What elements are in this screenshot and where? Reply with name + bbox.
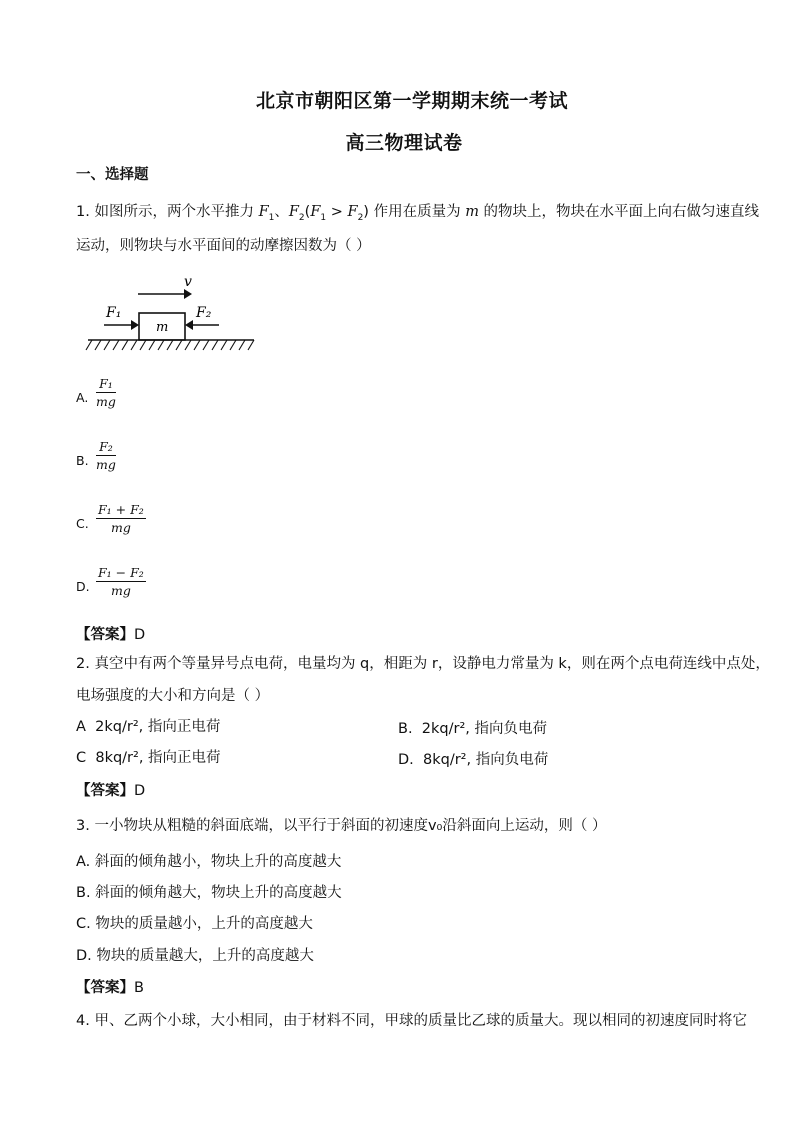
ground-hatching [86,340,254,350]
q1-stem-line2: 运动，则物块与水平面间的动摩擦因数为（ ） [76,238,371,254]
block-label: m [156,320,169,335]
q1-stem-part-a: 1. 如图所示，两个水平推力 [76,204,254,220]
force-right-label: F₂ [196,305,212,321]
q1-option-d-fraction [96,565,146,598]
q4-stem-line1: 4. 甲、乙两个小球，大小相同，由于材料不同，甲球的质量比乙球的质量大。现以相同的初速度同时将它 [76,1013,747,1029]
q1-option-c-fraction [96,502,146,535]
q1-option-c-label: C. [76,516,89,531]
q1-option-b-label: B. [76,453,89,468]
q1-answer [76,623,145,644]
section-heading: 一、选择题 [76,167,149,183]
velocity-label: v [184,274,192,290]
q1-answer-value: D [134,627,146,643]
q2-answer-tag: 【答案】 [76,783,134,799]
q2-option-b [398,717,547,738]
q2-option-c-text: 8kq/r², 指向正电荷 [95,750,221,766]
q1-option-b-fraction [96,439,116,472]
q1-figure [84,270,264,362]
q1-option-c-num: F₁ + F₂ [98,502,144,517]
q3-answer [76,976,144,997]
q2-answer-value: D [134,783,146,799]
q2-option-a-text: 2kq/r², 指向正电荷 [95,719,221,735]
q1-option-d-den: mg [110,583,131,598]
q2-option-b-label: B. [398,721,413,737]
q1-stem-part-b: 作用在质量为 [373,204,461,220]
q1-option-a-num: F₁ [96,376,116,393]
q1-forces-formula: $F_1$、$F_2(F_1 > F_2)$ [258,204,369,223]
q3-stem-line1: 3. 一小物块从粗糙的斜面底端，以平行于斜面的初速度v₀沿斜面向上运动，则（ ） [76,818,607,834]
q1-option-a-label: A. [76,390,89,405]
q3-answer-tag: 【答案】 [76,980,134,996]
q2-option-d [398,748,548,769]
q3-option-c: C. 物块的质量越小，上升的高度越大 [76,916,313,932]
q1-option-a-fraction [96,376,116,409]
q2-answer [76,779,145,800]
q1-answer-tag: 【答案】 [76,627,134,643]
q2-option-c-label: C [76,750,87,766]
q3-option-b: B. 斜面的倾角越大，物块上升的高度越大 [76,885,342,901]
q1-stem-line1 [76,202,759,228]
q3-option-a: A. 斜面的倾角越小，物块上升的高度越大 [76,854,342,870]
q1-mass-symbol: m [465,204,479,220]
q2-option-d-text: 8kq/r², 指向负电荷 [423,752,549,768]
q1-option-d-num: F₁ − F₂ [98,565,144,580]
q3-answer-value: B [134,980,144,996]
q2-stem-line1: 2. 真空中有两个等量异号点电荷，电量均为 q，相距为 r，设静电力常量为 k，则在两个点电荷连线中点处， [76,656,770,672]
force-left-label: F₁ [106,305,122,321]
q3-option-d: D. 物块的质量越大，上升的高度越大 [76,948,314,964]
exam-subtitle: 高三物理试卷 [345,132,463,154]
q2-option-d-label: D. [398,752,414,768]
q1-option-b-den: mg [96,457,116,472]
q1-stem-part-c: 的物块上，物块在水平面上向右做匀速直线 [483,204,760,220]
q2-option-a [76,717,220,737]
q2-option-a-label: A [76,719,86,735]
q1-option-d-label: D. [76,579,90,594]
q2-stem-line2: 电场强度的大小和方向是（ ） [76,688,270,704]
q1-option-c-den: mg [110,520,131,535]
exam-title: 北京市朝阳区第一学期期末统一考试 [255,90,568,112]
q2-option-c [76,748,221,768]
q1-option-a-den: mg [96,394,116,409]
q2-option-b-text: 2kq/r², 指向负电荷 [421,721,547,737]
q1-option-b-num: F₂ [96,439,116,456]
